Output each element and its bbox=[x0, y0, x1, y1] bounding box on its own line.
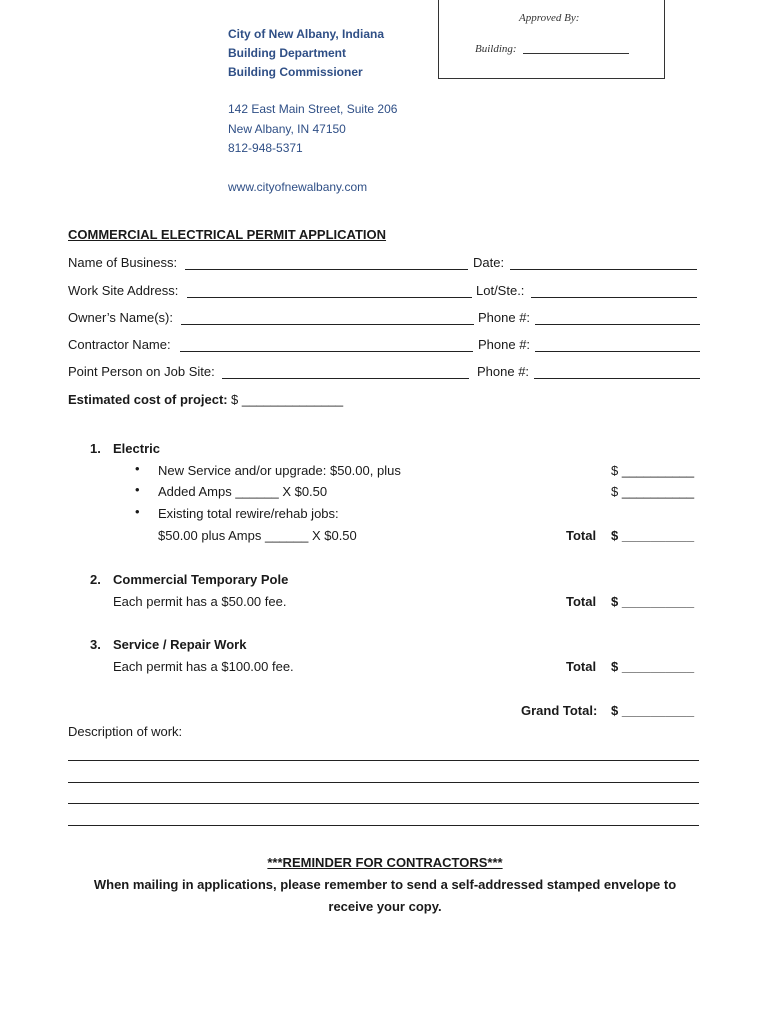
section-3-title: Service / Repair Work bbox=[113, 637, 247, 652]
description-label: Description of work: bbox=[68, 724, 183, 739]
electric-total-label: Total bbox=[566, 528, 597, 543]
owner-field[interactable] bbox=[181, 324, 474, 325]
section-2-title: Commercial Temporary Pole bbox=[113, 572, 289, 587]
description-line-2[interactable] bbox=[68, 782, 699, 783]
temp-pole-desc: Each permit has a $50.00 fee. bbox=[113, 594, 287, 609]
electric-amount-2[interactable]: $ __________ bbox=[611, 484, 695, 499]
date-label: Date: bbox=[473, 255, 505, 270]
org-city: City of New Albany, Indiana bbox=[228, 27, 385, 41]
grand-total-amount[interactable]: $ __________ bbox=[611, 703, 695, 718]
grand-total-label: Grand Total: bbox=[521, 703, 598, 718]
contractor-phone-label: Phone #: bbox=[478, 337, 531, 352]
lot-field[interactable] bbox=[531, 297, 697, 298]
work-site-label: Work Site Address: bbox=[68, 283, 179, 298]
building-label: Building: bbox=[475, 43, 517, 55]
description-line-3[interactable] bbox=[68, 803, 699, 804]
description-line-1[interactable] bbox=[68, 760, 699, 761]
address-street: 142 East Main Street, Suite 206 bbox=[228, 102, 398, 116]
estimated-cost-field[interactable]: $ ______________ bbox=[231, 392, 344, 407]
point-phone-label: Phone #: bbox=[477, 364, 530, 379]
website-link[interactable]: www.cityofnewalbany.com bbox=[228, 180, 368, 194]
temp-pole-total-amount[interactable]: $ __________ bbox=[611, 594, 695, 609]
section-2-number: 2. bbox=[90, 572, 101, 587]
estimated-cost-label: Estimated cost of project: bbox=[68, 392, 228, 407]
section-1-title: Electric bbox=[113, 441, 160, 456]
electric-item-new-service: New Service and/or upgrade: $50.00, plus bbox=[158, 463, 401, 478]
reminder-line-2: receive your copy. bbox=[328, 899, 442, 914]
point-phone-field[interactable] bbox=[534, 378, 700, 379]
service-repair-total-label: Total bbox=[566, 659, 597, 674]
electric-total-amount[interactable]: $ __________ bbox=[611, 528, 695, 543]
section-1-number: 1. bbox=[90, 441, 101, 456]
address-phone: 812-948-5371 bbox=[228, 141, 303, 155]
contractor-field[interactable] bbox=[180, 351, 473, 352]
bullet-icon: • bbox=[135, 504, 140, 519]
business-name-field[interactable] bbox=[185, 269, 468, 270]
service-repair-total-amount[interactable]: $ __________ bbox=[611, 659, 695, 674]
description-line-4[interactable] bbox=[68, 825, 699, 826]
bullet-icon: • bbox=[135, 482, 140, 497]
temp-pole-total-label: Total bbox=[566, 594, 597, 609]
reminder-heading: ***REMINDER FOR CONTRACTORS*** bbox=[267, 855, 503, 870]
reminder-line-1: When mailing in applications, please remember to send a self-addressed stamped envelope to bbox=[93, 877, 677, 892]
service-repair-desc: Each permit has a $100.00 fee. bbox=[113, 659, 294, 674]
building-signature-line[interactable] bbox=[523, 53, 629, 54]
org-department: Building Department bbox=[228, 46, 347, 60]
contractor-label: Contractor Name: bbox=[68, 337, 171, 352]
owner-label: Owner’s Name(s): bbox=[68, 310, 173, 325]
point-person-label: Point Person on Job Site: bbox=[68, 364, 215, 379]
date-field[interactable] bbox=[510, 269, 697, 270]
approved-by-label: Approved By: bbox=[519, 12, 580, 24]
electric-item-rewire-detail: $50.00 plus Amps ______ X $0.50 bbox=[158, 528, 357, 543]
bullet-icon: • bbox=[135, 461, 140, 476]
business-name-label: Name of Business: bbox=[68, 255, 178, 270]
owner-phone-field[interactable] bbox=[535, 324, 700, 325]
electric-item-rewire: Existing total rewire/rehab jobs: bbox=[158, 506, 339, 521]
work-site-field[interactable] bbox=[187, 297, 472, 298]
lot-label: Lot/Ste.: bbox=[476, 283, 525, 298]
point-person-field[interactable] bbox=[222, 378, 469, 379]
contractor-phone-field[interactable] bbox=[535, 351, 700, 352]
electric-item-added-amps: Added Amps ______ X $0.50 bbox=[158, 484, 328, 499]
form-title: COMMERCIAL ELECTRICAL PERMIT APPLICATION bbox=[68, 227, 387, 242]
electric-amount-1[interactable]: $ __________ bbox=[611, 463, 695, 478]
address-city: New Albany, IN 47150 bbox=[228, 122, 346, 136]
section-3-number: 3. bbox=[90, 637, 101, 652]
owner-phone-label: Phone #: bbox=[478, 310, 531, 325]
org-commissioner: Building Commissioner bbox=[228, 65, 363, 79]
approval-box bbox=[438, 0, 665, 79]
